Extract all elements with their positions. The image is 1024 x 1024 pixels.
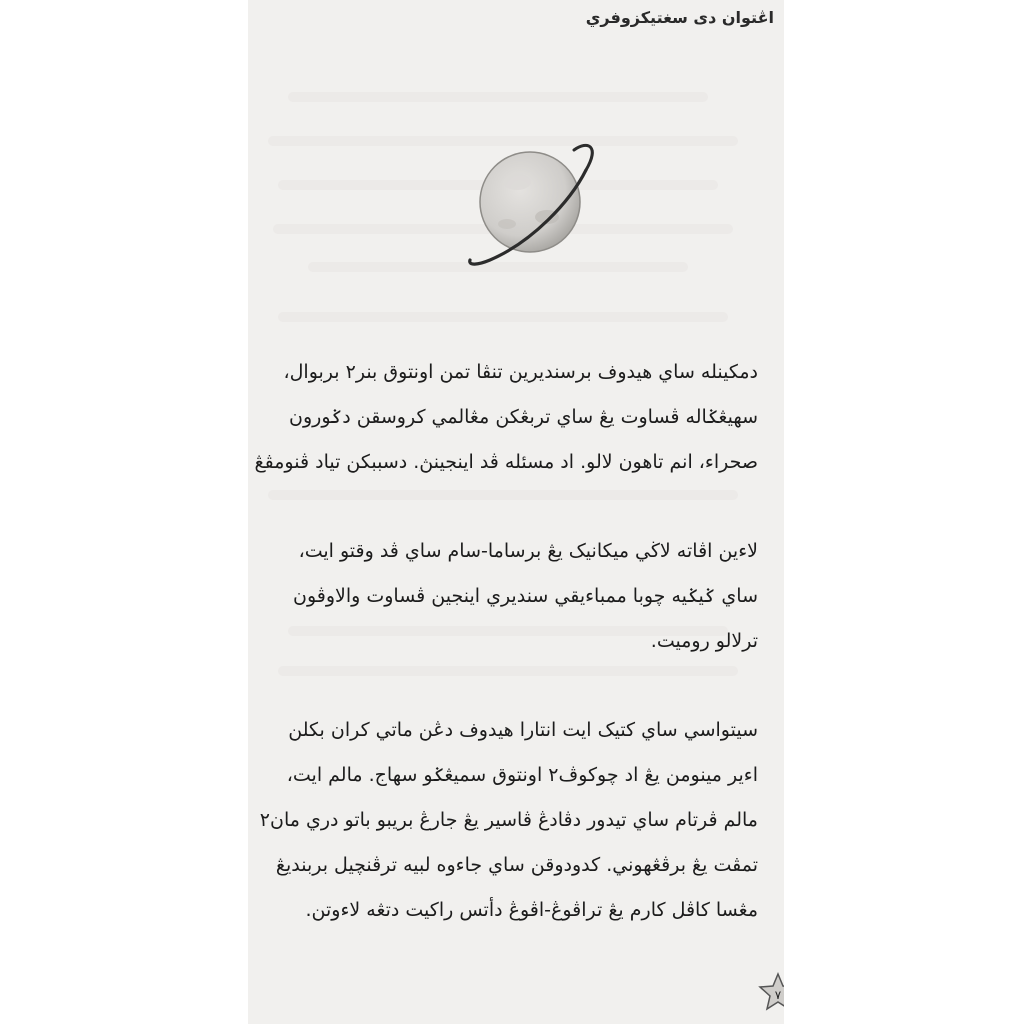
- show-through-line: [288, 92, 708, 102]
- paragraph-2: [266, 529, 758, 664]
- book-page: [248, 0, 784, 1024]
- paragraph-3: [259, 708, 758, 933]
- text-line: ساي ݢيݢيه چوبا ممباءيقي سنديري اينجين ڤساوت والاوڤون: [293, 585, 758, 607]
- running-head: اڠتوان دی سغتيکزوفري: [585, 8, 774, 27]
- page-number: ٧: [774, 988, 782, 1002]
- text-line: تمڤت يڠ برڤڠهوني. کدودوقن ساي جاءوه لبيه ترڤنچيل بربنديڠ: [275, 854, 758, 876]
- text-line: لاءين اڤاته لاڬي ميکانيک يڠ برساما-سام ساي ڤد وقتو ايت،: [298, 540, 758, 562]
- page-number-star-icon: [758, 972, 784, 1012]
- text-line: صحراء، انم تاهون لالو. اد مسئله ڤد اينجينڽ. دسببکن تياد ڤنومڤڠ: [254, 451, 758, 473]
- show-through-line: [278, 312, 728, 322]
- text-line: اءير مينومن يڠ اد چوکوڤ٢ اونتوق سميڠݢو سهاج. مالم ايت،: [286, 764, 758, 786]
- text-line: مڠسا کاڤل کارم يڠ تراڤوڠ-اڤوڠ دأتس راکيت دتڠه لاءوتن.: [305, 899, 758, 921]
- body-text: [254, 350, 758, 977]
- text-line: سهيڠݢاله ڤساوت يڠ ساي تربڠکن مڠالمي کروسقن دݢورون: [289, 406, 758, 428]
- text-line: دمکينله ساي هيدوف برسنديرين تنڤا تمن اونتوق بنر٢ بربوال،: [283, 361, 758, 383]
- text-line: سيتواسي ساي کتيک ايت انتارا هيدوف دڠن ماتي کران بکلن: [288, 719, 758, 741]
- paragraph-1: [254, 350, 758, 485]
- text-line: مالم ڤرتام ساي تيدور دڤادڠ ڤاسير يڠ جارڠ بريبو باتو دري مان٢: [259, 809, 758, 831]
- planet-illustration-icon: [462, 132, 602, 272]
- text-line: ترلالو روميت.: [650, 630, 758, 652]
